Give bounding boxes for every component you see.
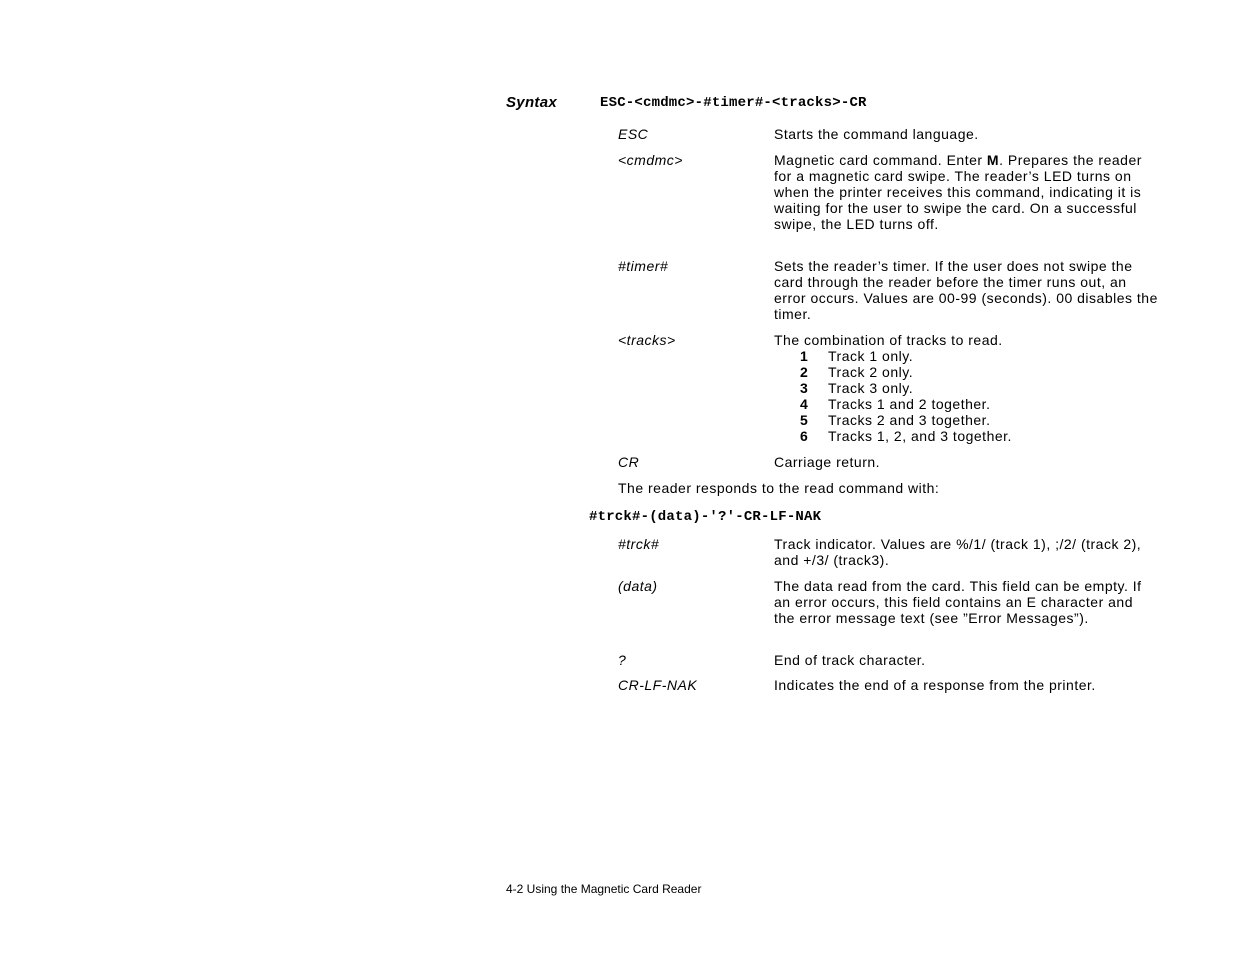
param-term: #trck# — [618, 536, 660, 552]
page-footer: 4-2 Using the Magnetic Card Reader — [506, 882, 702, 896]
tracks-list — [774, 348, 1158, 444]
param-desc: Track indicator. Values are %/1/ (track 1), ;/2/ (track 2), and +/3/ (track3). — [774, 536, 1142, 568]
param-term: CR — [618, 454, 640, 470]
param-term: CR-LF-NAK — [618, 677, 698, 693]
list-item: 2 Track 2 only. — [800, 364, 914, 380]
bold-command-letter: M — [986, 152, 1000, 168]
param-desc: Indicates the end of a response from the printer. — [774, 677, 1096, 693]
param-term: (data) — [618, 578, 658, 594]
list-item: 3 Track 3 only. — [800, 380, 914, 396]
param-term: ? — [618, 652, 627, 668]
list-item: 1 Track 1 only. — [800, 348, 914, 364]
param-desc: End of track character. — [774, 652, 926, 668]
list-item: 6 Tracks 1, 2, and 3 together. — [800, 428, 1012, 444]
response-intro: The reader responds to the read command with: — [618, 480, 940, 496]
syntax-command: ESC-<cmdmc>-#timer#-<tracks>-CR — [600, 95, 867, 111]
param-term: ESC — [618, 126, 649, 142]
param-desc: The data read from the card. This field can be empty. If an error occurs, this field contains an E character and the error message text (see ”Error Messages”). — [774, 578, 1142, 626]
param-term: <cmdmc> — [618, 152, 683, 168]
list-item: 4 Tracks 1 and 2 together. — [800, 396, 991, 412]
param-desc: Carriage return. — [774, 454, 881, 470]
list-item: 5 Tracks 2 and 3 together. — [800, 412, 991, 428]
syntax-heading: Syntax — [506, 94, 557, 111]
param-term: #timer# — [618, 258, 669, 274]
param-desc: Starts the command language. — [774, 126, 979, 142]
param-desc: Sets the reader’s timer. If the user does not swipe the card through the reader before the timer runs out, an error occurs. Values are 00-99 (seconds). 00 disables the timer. — [774, 258, 1158, 322]
param-desc: Magnetic card command. Enter M. Prepares the reader for a magnetic card swipe. The reader’s LED turns on when the printer receives this command, indicating it is waiting for the user to swipe the card. On a successful swipe, the LED turns off. — [774, 152, 1142, 232]
response-command: #trck#-(data)-'?'-CR-LF-NAK — [589, 509, 822, 525]
param-term: <tracks> — [618, 332, 676, 348]
param-desc: The combination of tracks to read. 1 Track 1 only. 2 Track 2 only. 3 Track 3 only. 4 Tracks 1 and 2 together. 5 Tracks 2 and 3 together. 6 Tracks 1, 2, and 3 together. — [774, 332, 1158, 444]
